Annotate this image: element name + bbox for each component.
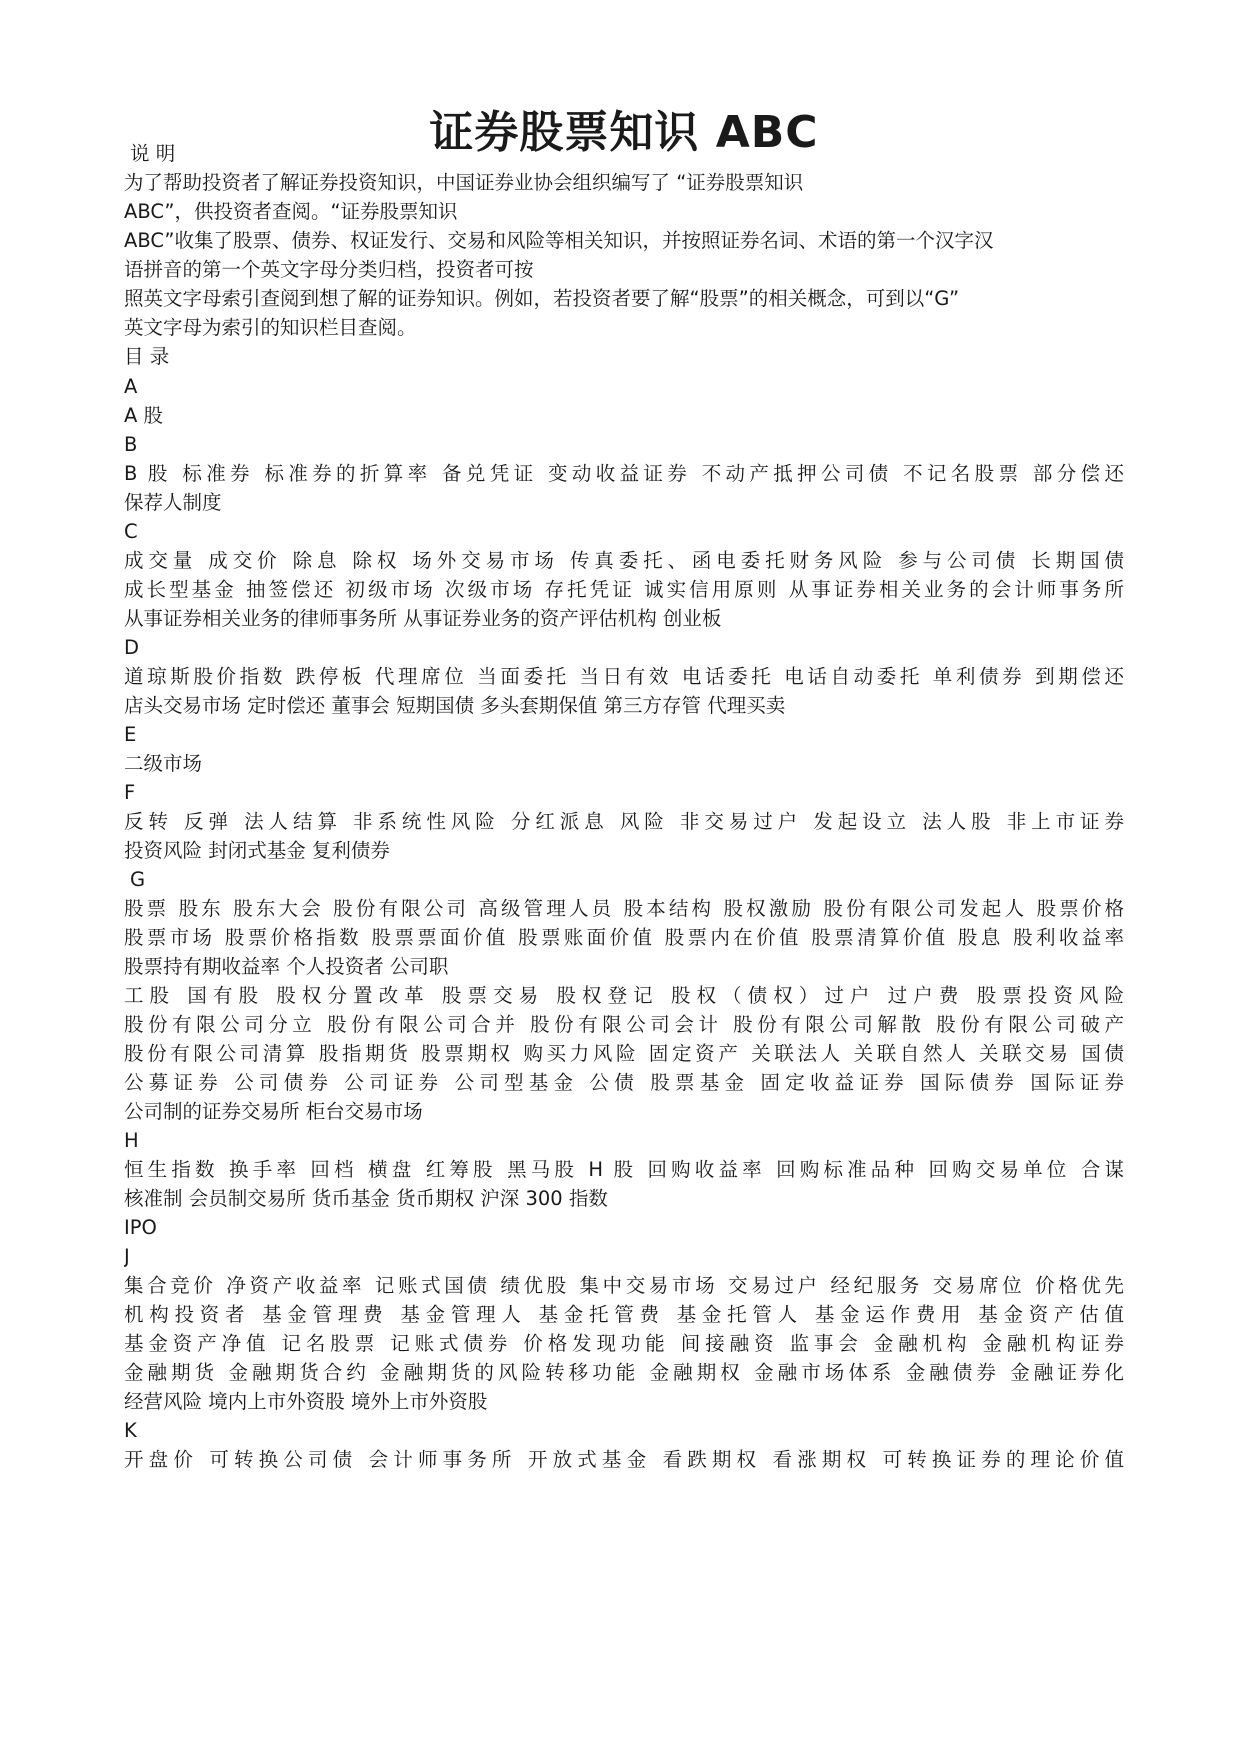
index-terms: 股票市场 股票价格指数 股票票面价值 股票账面价值 股票内在价值 股票清算价值 股息 股利收益率 bbox=[124, 926, 1124, 949]
index-terms: 店头交易市场 定时偿还 董事会 短期国债 多头套期保值 第三方存管 代理买卖 bbox=[124, 694, 786, 717]
index-terms: 工股 国有股 股权分置改革 股票交易 股权登记 股权（债权）过户 过户费 股票投资风险 bbox=[124, 984, 1124, 1007]
index-letter: D bbox=[124, 636, 140, 659]
index-terms: B 股 标准券 标准券的折算率 备兑凭证 变动收益证券 不动产抵押公司债 不记名股票 部分偿还 bbox=[124, 462, 1124, 485]
index-terms: 成长型基金 抽签偿还 初级市场 次级市场 存托凭证 诚实信用原则 从事证券相关业务的会计师事务所 bbox=[124, 578, 1124, 601]
index-terms: A 股 bbox=[124, 404, 164, 427]
index-letter: IPO bbox=[124, 1216, 157, 1239]
index-letter: E bbox=[124, 723, 137, 746]
index-terms: 从事证券相关业务的律师事务所 从事证券业务的资产评估机构 创业板 bbox=[124, 607, 722, 630]
document-title: 证券股票知识 ABC bbox=[429, 107, 819, 158]
index-terms: 二级市场 bbox=[124, 752, 203, 775]
preface-line: 英文字母为索引的知识栏目查阅。 bbox=[124, 316, 417, 339]
index-letter: F bbox=[124, 781, 136, 804]
index-letter: B bbox=[124, 433, 138, 456]
index-terms: 股票 股东 股东大会 股份有限公司 高级管理人员 股本结构 股权激励 股份有限公司发起人 股票价格 bbox=[124, 897, 1124, 920]
preface-line: 语拼音的第一个英文字母分类归档，投资者可按 bbox=[124, 258, 534, 281]
index-terms: 反转 反弹 法人结算 非系统性风险 分红派息 风险 非交易过户 发起设立 法人股 非上市证券 bbox=[124, 810, 1124, 833]
index-terms: 成交量 成交价 除息 除权 场外交易市场 传真委托、函电委托财务风险 参与公司债 长期国债 bbox=[124, 549, 1124, 572]
index-terms: 开盘价 可转换公司债 会计师事务所 开放式基金 看跌期权 看涨期权 可转换证券的理论价值 bbox=[124, 1448, 1124, 1471]
index-terms: 公司制的证券交易所 柜台交易市场 bbox=[124, 1100, 423, 1123]
index-terms: 道琼斯股价指数 跌停板 代理席位 当面委托 当日有效 电话委托 电话自动委托 单利债券 到期偿还 bbox=[124, 665, 1124, 688]
index-terms: 基金资产净值 记名股票 记账式债券 价格发现功能 间接融资 监事会 金融机构 金融机构证券 bbox=[124, 1332, 1124, 1355]
index-terms: 机构投资者 基金管理费 基金管理人 基金托管费 基金托管人 基金运作费用 基金资产估值 bbox=[124, 1303, 1124, 1326]
index-terms: 集合竞价 净资产收益率 记账式国债 绩优股 集中交易市场 交易过户 经纪服务 交易席位 价格优先 bbox=[124, 1274, 1124, 1297]
preface-line: ABC”收集了股票、债券、权证发行、交易和风险等相关知识，并按照证券名词、术语的第一个汉字汉 bbox=[124, 229, 994, 252]
index-letter: J bbox=[124, 1245, 130, 1268]
preface-line: ABC”，供投资者查阅。“证券股票知识 bbox=[124, 200, 458, 223]
index-terms: 股票持有期收益率 个人投资者 公司职 bbox=[124, 955, 449, 978]
preface-heading: 说 明 bbox=[130, 142, 176, 165]
index-terms: 核准制 会员制交易所 货币基金 货币期权 沪深 300 指数 bbox=[124, 1187, 608, 1210]
index-terms: 金融期货 金融期货合约 金融期货的风险转移功能 金融期权 金融市场体系 金融债券 金融证券化 bbox=[124, 1361, 1124, 1384]
index-terms: 投资风险 封闭式基金 复利债券 bbox=[124, 839, 390, 862]
index-terms: 股份有限公司分立 股份有限公司合并 股份有限公司会计 股份有限公司解散 股份有限公司破产 bbox=[124, 1013, 1124, 1036]
index-letter: C bbox=[124, 520, 138, 543]
preface-line: 照英文字母索引查阅到想了解的证券知识。例如，若投资者要了解“股票”的相关概念，可到以“G” bbox=[124, 287, 960, 310]
index-letter: K bbox=[124, 1419, 137, 1442]
index-letter: G bbox=[130, 868, 146, 891]
index-letter: A bbox=[124, 375, 138, 398]
index-terms: 公募证券 公司债券 公司证券 公司型基金 公债 股票基金 固定收益证券 国际债券 国际证券 bbox=[124, 1071, 1124, 1094]
preface-line: 为了帮助投资者了解证券投资知识，中国证券业协会组织编写了 “证券股票知识 bbox=[124, 171, 804, 194]
index-letter: H bbox=[124, 1129, 139, 1152]
index-terms: 保荐人制度 bbox=[124, 491, 222, 514]
index-terms: 经营风险 境内上市外资股 境外上市外资股 bbox=[124, 1390, 488, 1413]
index-terms: 恒生指数 换手率 回档 横盘 红筹股 黑马股 H 股 回购收益率 回购标准品种 回购交易单位 合谋 bbox=[124, 1158, 1124, 1181]
toc-heading: 目 录 bbox=[124, 345, 170, 368]
index-terms: 股份有限公司清算 股指期货 股票期权 购买力风险 固定资产 关联法人 关联自然人 关联交易 国债 bbox=[124, 1042, 1124, 1065]
